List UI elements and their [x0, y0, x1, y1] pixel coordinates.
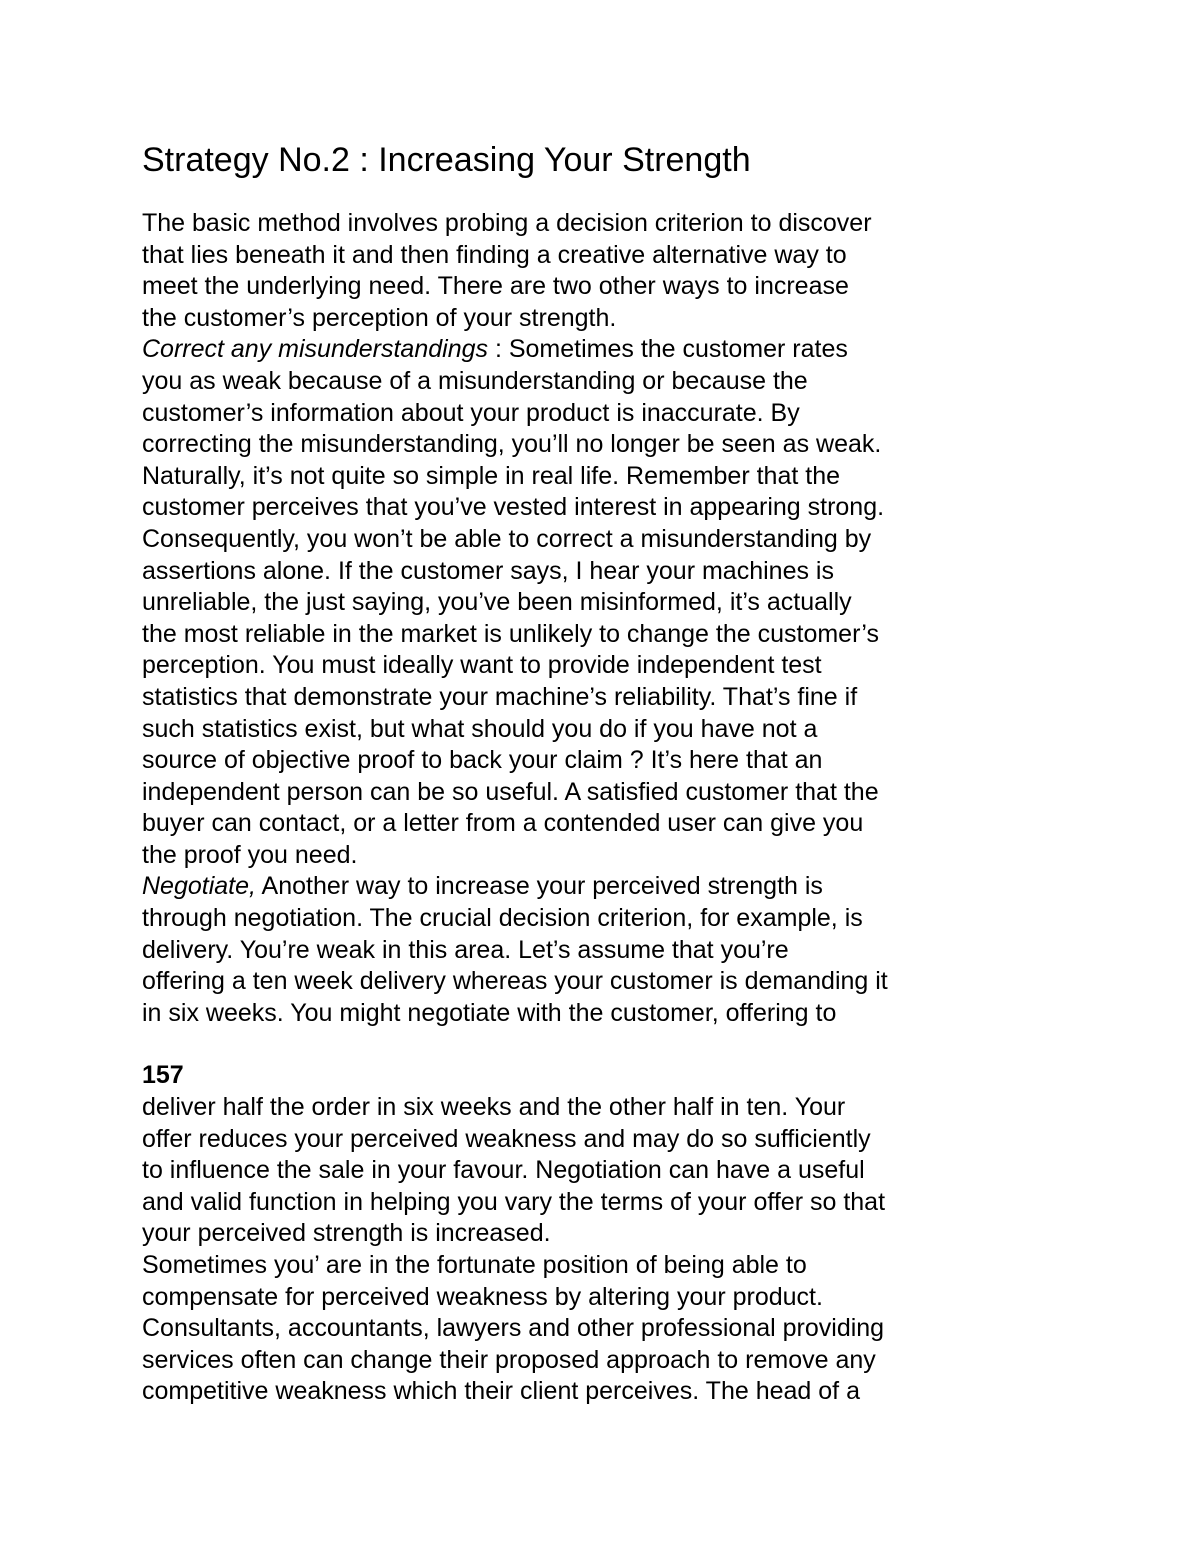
paragraph-intro	[142, 208, 1042, 334]
text-span: : Sometimes the customer rates	[488, 335, 848, 364]
text-line: customer perceives that you’ve vested interest in appearing strong.	[142, 493, 885, 522]
text-line: services often can change their proposed approach to remove any	[142, 1345, 876, 1374]
text-line: perception. You must ideally want to provide independent test	[142, 651, 822, 680]
text-line: Consequently, you won’t be able to correct a misunderstanding by	[142, 524, 872, 553]
text-line	[142, 334, 1042, 366]
text-line: buyer can contact, or a letter from a contended user can give you	[142, 809, 864, 838]
text-line: compensate for perceived weakness by altering your product.	[142, 1282, 823, 1311]
text-line: Sometimes you’ are in the fortunate position of being able to	[142, 1251, 807, 1279]
text-line: delivery. You’re weak in this area. Let’s assume that you’re	[142, 935, 789, 964]
negotiate-heading: Negotiate,	[142, 872, 256, 901]
paragraph-continued	[142, 1092, 1042, 1408]
text-line: unreliable, the just saying, you’ve been misinformed, it’s actually	[142, 588, 852, 617]
text-line: the proof you need.	[142, 840, 358, 869]
correct-heading: Correct any misunderstandings	[142, 335, 488, 364]
text-line: the customer’s perception of your strength.	[142, 303, 617, 332]
text-line: meet the underlying need. There are two other ways to increase	[142, 272, 849, 301]
text-line: the most reliable in the market is unlikely to change the customer’s	[142, 619, 879, 648]
text-line	[142, 871, 1042, 903]
page-number: 157	[142, 1061, 184, 1090]
text-line: Consultants, accountants, lawyers and other professional providing	[142, 1314, 885, 1343]
text-line: offer reduces your perceived weakness and may do so sufficiently	[142, 1124, 871, 1153]
text-line: and valid function in helping you vary the terms of your offer so that	[142, 1187, 886, 1216]
text-line: you as weak because of a misunderstanding or because the	[142, 366, 808, 395]
document-page	[142, 140, 1042, 1408]
text-line: your perceived strength is increased.	[142, 1219, 551, 1248]
text-line: statistics that demonstrate your machine’s reliability. That’s fine if	[142, 682, 858, 711]
text-line: competitive weakness which their client perceives. The head of a	[142, 1377, 860, 1406]
page-title: Strategy No.2 : Increasing Your Strength	[142, 141, 751, 179]
text-line: to influence the sale in your favour. Negotiation can have a useful	[142, 1156, 865, 1185]
paragraph-negotiate	[142, 871, 1042, 1029]
paragraph-correct-misunderstandings	[142, 334, 1042, 871]
text-line: assertions alone. If the customer says, I hear your machines is	[142, 556, 834, 585]
text-line: The basic method involves probing a decision criterion to discover	[142, 209, 872, 237]
text-line: deliver half the order in six weeks and the other half in ten. Your	[142, 1093, 846, 1122]
text-line: in six weeks. You might negotiate with the customer, offering to	[142, 998, 837, 1027]
text-line: independent person can be so useful. A satisfied customer that the	[142, 777, 879, 806]
text-line: correcting the misunderstanding, you’ll no longer be seen as weak.	[142, 430, 882, 459]
text-line: Naturally, it’s not quite so simple in real life. Remember that the	[142, 461, 840, 490]
spacer	[142, 1029, 1042, 1060]
text-span: Another way to increase your perceived strength is	[255, 872, 823, 901]
text-line: offering a ten week delivery whereas your customer is demanding it	[142, 967, 888, 996]
text-line: such statistics exist, but what should you do if you have not a	[142, 714, 818, 743]
text-line: source of objective proof to back your claim ? It’s here that an	[142, 746, 823, 775]
text-line: that lies beneath it and then finding a creative alternative way to	[142, 240, 847, 269]
text-line: customer’s information about your product is inaccurate. By	[142, 398, 800, 427]
text-line: through negotiation. The crucial decision criterion, for example, is	[142, 904, 863, 933]
